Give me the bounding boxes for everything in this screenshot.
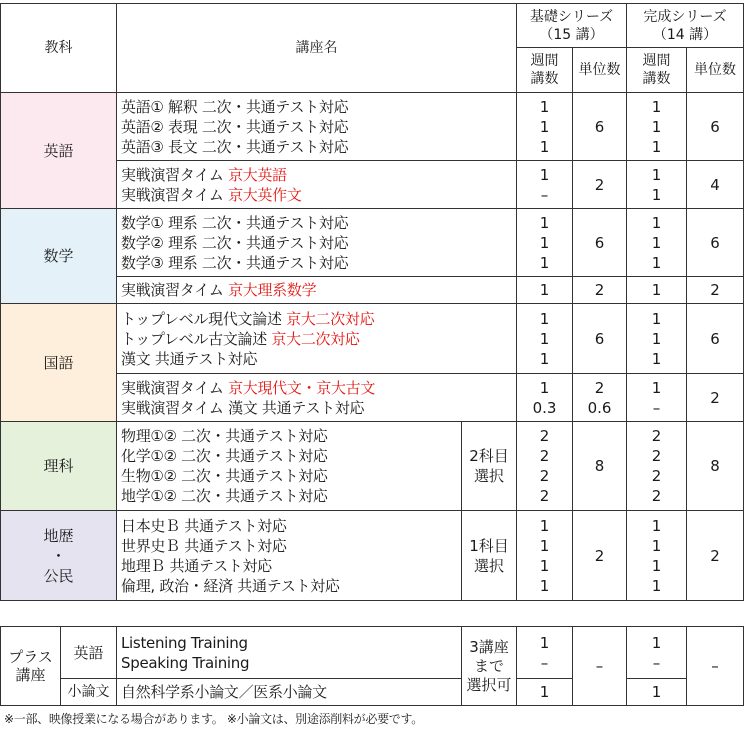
english-main-courses: 英語① 解釈 二次・共通テスト対応 英語② 表現 二次・共通テスト対応 英語③ 長文 二次・共通テスト対応 <box>117 93 517 161</box>
math-practice-courses: 実戦演習タイム 京大理系数学 <box>117 277 517 304</box>
english-practice-complete-credits: 4 <box>687 161 744 209</box>
plus-essay-label: 小論文 <box>61 679 117 706</box>
japanese-practice-complete-credits: 2 <box>687 374 744 422</box>
japanese-practice-basic-credits: 2 0.6 <box>573 374 627 422</box>
social-selection: 1科目 選択 <box>462 511 517 601</box>
subject-math: 数学 <box>1 209 117 304</box>
plus-essay-complete-weekly: 1 <box>627 679 687 706</box>
subject-english: 英語 <box>1 93 117 209</box>
subject-japanese: 国語 <box>1 304 117 422</box>
japanese-main-red-2: 京大二次対応 <box>271 329 360 348</box>
japanese-practice-basic-weekly: 1 0.3 <box>517 374 573 422</box>
math-main-complete-credits: 6 <box>687 209 744 277</box>
social-complete-weekly: 1 1 1 1 <box>627 511 687 601</box>
english-main-basic-credits: 6 <box>573 93 627 161</box>
header-basic-credits: 単位数 <box>573 48 627 93</box>
plus-english-courses: Listening Training Speaking Training <box>117 627 462 679</box>
japanese-practice-courses: 実戦演習タイム 京大現代文・京大古文 実戦演習タイム 漢文 共通テスト対応 <box>117 374 517 422</box>
social-courses: 日本史Ｂ 共通テスト対応 世界史Ｂ 共通テスト対応 地理Ｂ 共通テスト対応 倫理, 政治・経済 共通テスト対応 <box>117 511 462 601</box>
math-practice-basic-weekly: 1 <box>517 277 573 304</box>
plus-label: プラス 講座 <box>1 627 61 706</box>
english-practice-courses: 実戦演習タイム 京大英語 実戦演習タイム 京大英作文 <box>117 161 517 209</box>
math-practice-complete-weekly: 1 <box>627 277 687 304</box>
course-table <box>0 3 744 601</box>
plus-complete-credits: – <box>687 627 744 706</box>
japanese-main-complete-weekly: 1 1 1 <box>627 304 687 374</box>
math-practice-basic-credits: 2 <box>573 277 627 304</box>
english-practice-basic-credits: 2 <box>573 161 627 209</box>
english-main-basic-weekly: 1 1 1 <box>517 93 573 161</box>
math-practice-red: 京大理系数学 <box>228 281 317 299</box>
english-main-complete-weekly: 1 1 1 <box>627 93 687 161</box>
math-practice-complete-credits: 2 <box>687 277 744 304</box>
science-selection: 2科目 選択 <box>462 422 517 511</box>
science-basic-weekly: 2 2 2 2 <box>517 422 573 511</box>
plus-essay-course: 自然科学系小論文／医系小論文 <box>117 679 462 706</box>
header-subject: 教科 <box>1 4 117 93</box>
math-main-courses: 数学① 理系 二次・共通テスト対応 数学② 理系 二次・共通テスト対応 数学③ 理系 二次・共通テスト対応 <box>117 209 517 277</box>
science-complete-weekly: 2 2 2 2 <box>627 422 687 511</box>
plus-essay-basic-weekly: 1 <box>517 679 573 706</box>
japanese-main-complete-credits: 6 <box>687 304 744 374</box>
japanese-main-courses: トップレベル現代文論述 京大二次対応 トップレベル古文論述 京大二次対応 漢文 共通テスト対応 <box>117 304 517 374</box>
science-basic-credits: 8 <box>573 422 627 511</box>
plus-english-basic-weekly: 1 – <box>517 627 573 679</box>
plus-selection: 3講座 まで 選択可 <box>462 627 517 706</box>
social-complete-credits: 2 <box>687 511 744 601</box>
header-basic-series: 基礎シリーズ （15 講） <box>517 4 627 48</box>
header-complete-credits: 単位数 <box>687 48 744 93</box>
social-basic-weekly: 1 1 1 1 <box>517 511 573 601</box>
japanese-main-basic-credits: 6 <box>573 304 627 374</box>
header-complete-weekly: 週間 講数 <box>627 48 687 93</box>
science-complete-credits: 8 <box>687 422 744 511</box>
english-practice-red-2: 京大英作文 <box>228 185 302 204</box>
japanese-main-basic-weekly: 1 1 1 <box>517 304 573 374</box>
japanese-practice-red: 京大現代文・京大古文 <box>228 378 376 397</box>
plus-basic-credits: – <box>573 627 627 706</box>
plus-course-table <box>0 626 744 706</box>
subject-social: 地歴 ・ 公民 <box>1 511 117 601</box>
japanese-practice-complete-weekly: 1 – <box>627 374 687 422</box>
subject-science: 理科 <box>1 422 117 511</box>
math-main-basic-weekly: 1 1 1 <box>517 209 573 277</box>
english-main-complete-credits: 6 <box>687 93 744 161</box>
footnote: ※一部、映像授業になる場合があります。 ※小論文は、別途添削料が必要です。 <box>4 712 423 726</box>
social-basic-credits: 2 <box>573 511 627 601</box>
header-basic-weekly: 週間 講数 <box>517 48 573 93</box>
plus-english-label: 英語 <box>61 627 117 679</box>
english-practice-complete-weekly: 1 1 <box>627 161 687 209</box>
plus-english-complete-weekly: 1 – <box>627 627 687 679</box>
english-practice-red-1: 京大英語 <box>228 165 287 184</box>
math-main-complete-weekly: 1 1 1 <box>627 209 687 277</box>
japanese-main-red-1: 京大二次対応 <box>286 309 375 328</box>
math-main-basic-credits: 6 <box>573 209 627 277</box>
header-complete-series: 完成シリーズ （14 講） <box>627 4 744 48</box>
header-course-name: 講座名 <box>117 4 517 93</box>
english-practice-basic-weekly: 1 – <box>517 161 573 209</box>
science-courses: 物理①② 二次・共通テスト対応 化学①② 二次・共通テスト対応 生物①② 二次・共通テスト対応 地学①② 二次・共通テスト対応 <box>117 422 462 511</box>
